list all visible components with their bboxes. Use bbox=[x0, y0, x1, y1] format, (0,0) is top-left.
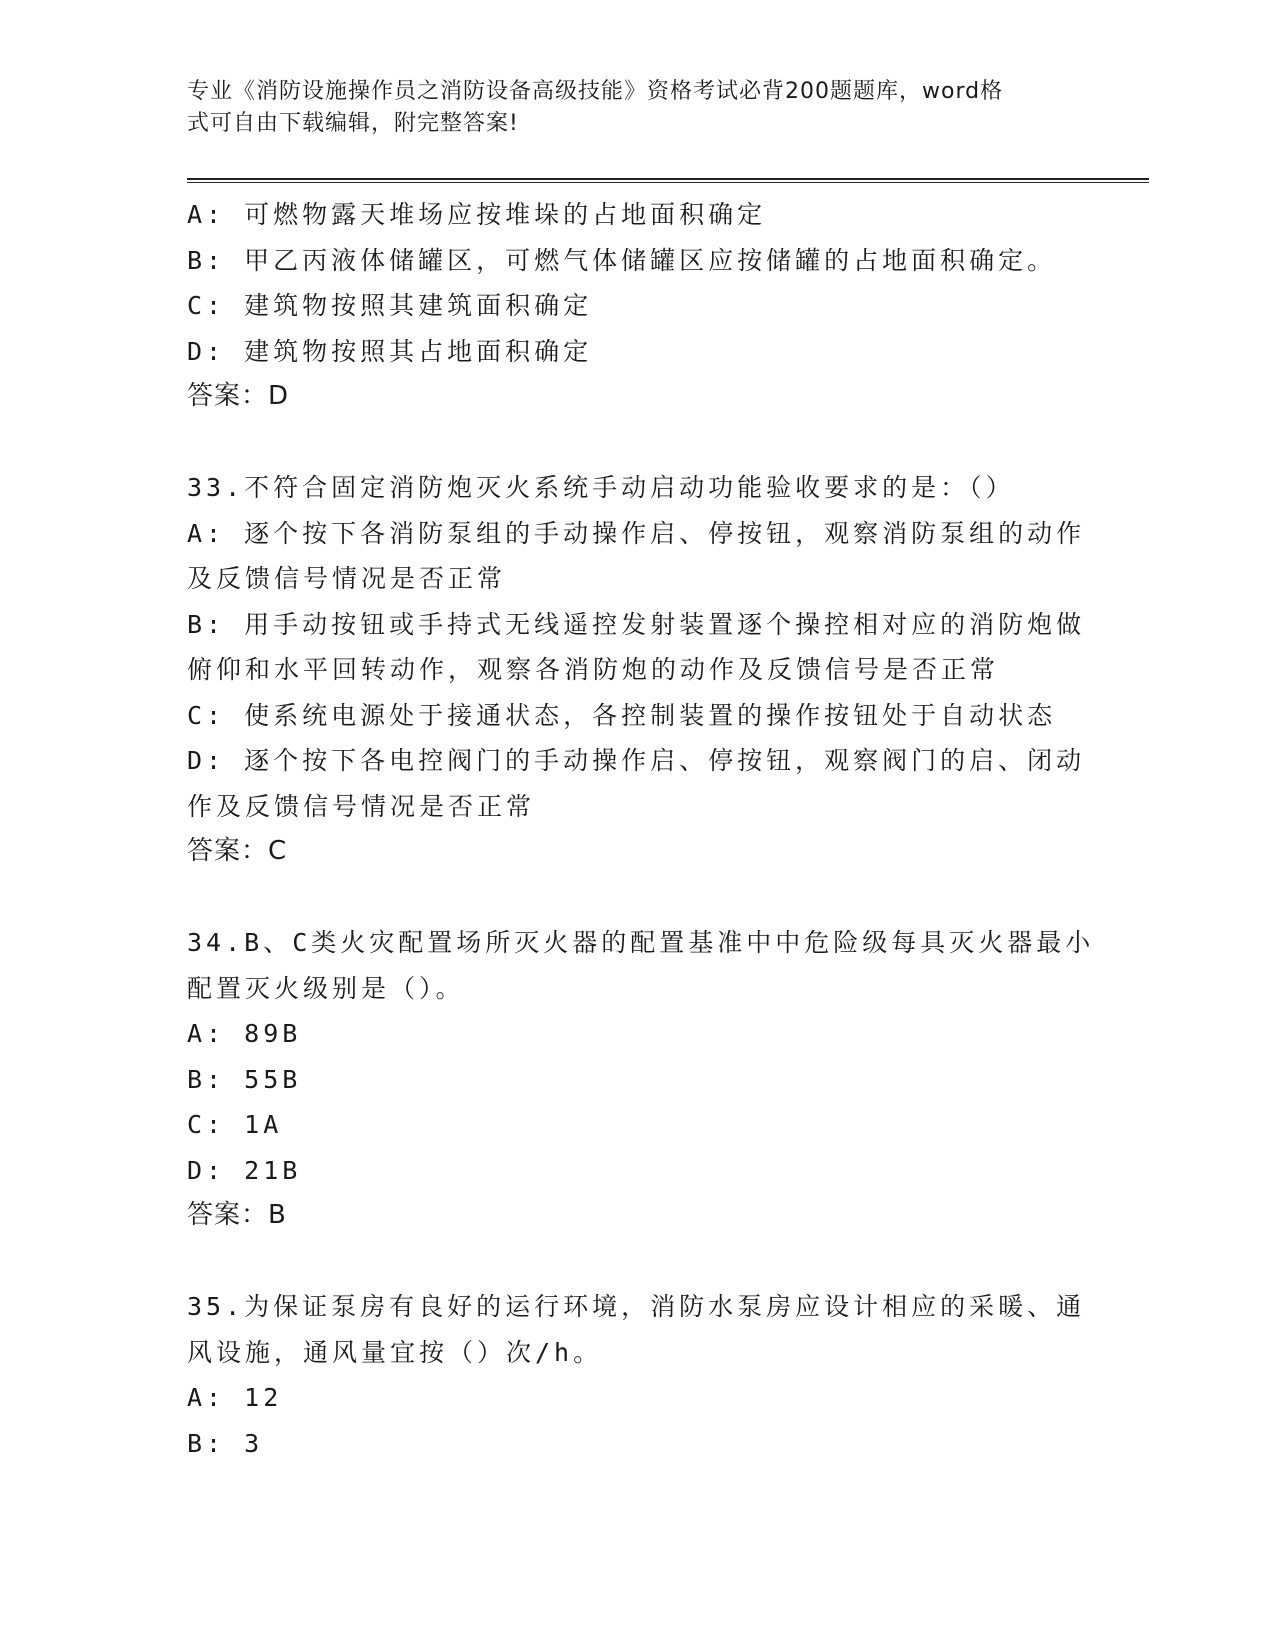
option-b: B: 甲乙丙液体储罐区，可燃气体储罐区应按储罐的占地面积确定。 bbox=[187, 245, 1057, 275]
option-d: D: 21B bbox=[187, 1155, 302, 1185]
spacer bbox=[187, 875, 1087, 921]
option-c: C: 建筑物按照其建筑面积确定 bbox=[187, 291, 593, 320]
question-32-block bbox=[187, 192, 1087, 420]
question-35-text: 35.为保证泵房有良好的运行环境，消防水泵房应设计相应的采暖、通 bbox=[187, 1292, 1086, 1321]
option-d: D: 逐个按下各电控阀门的手动操作启、停按钮，观察阀门的启、闭动 bbox=[187, 746, 1086, 775]
question-34-block bbox=[187, 920, 1095, 1239]
question-content bbox=[187, 192, 1095, 1466]
option-d: D: 建筑物按照其占地面积确定 bbox=[187, 336, 593, 366]
answer-34: 答案：B bbox=[187, 1200, 287, 1230]
option-b: B: 3 bbox=[187, 1428, 264, 1458]
question-35-text-cont: 风设施，通风量宜按（）次/h。 bbox=[187, 1337, 603, 1367]
header-divider bbox=[187, 178, 1149, 183]
option-b: B: 55B bbox=[187, 1064, 302, 1094]
option-a-cont: 及反馈信号情况是否正常 bbox=[187, 564, 507, 593]
answer-33: 答案：C bbox=[187, 836, 288, 866]
header-title-line-2: 式可自由下载编辑，附完整答案! bbox=[187, 111, 519, 136]
option-a: A: 逐个按下各消防泵组的手动操作启、停按钮，观察消防泵组的动作 bbox=[187, 518, 1086, 548]
option-c: C: 使系统电源处于接通状态，各控制装置的操作按钮处于自动状态 bbox=[187, 700, 1057, 730]
header-title-line-1: 专业《消防设施操作员之消防设备高级技能》资格考试必背200题题库，word格 bbox=[187, 79, 1004, 104]
option-b-cont: 俯仰和水平回转动作，观察各消防炮的动作及反馈信号是否正常 bbox=[187, 655, 1000, 684]
option-a: A: 可燃物露天堆场应按堆垛的占地面积确定 bbox=[187, 200, 767, 229]
question-34-text: 34.B、C类火灾配置场所灭火器的配置基准中中危险级每具灭火器最小 bbox=[187, 928, 1095, 957]
document-header bbox=[187, 76, 1067, 140]
answer-32: 答案：D bbox=[187, 381, 290, 411]
question-33-block bbox=[187, 465, 1087, 875]
option-c: C: 1A bbox=[187, 1110, 283, 1139]
spacer bbox=[187, 1239, 1087, 1285]
question-35-block bbox=[187, 1284, 1087, 1466]
question-33-text: 33.不符合固定消防炮灭火系统手动启动功能验收要求的是：（） bbox=[187, 473, 1015, 502]
option-d-cont: 作及反馈信号情况是否正常 bbox=[187, 791, 536, 821]
spacer bbox=[187, 420, 1087, 466]
option-a: A: 89B bbox=[187, 1019, 302, 1048]
question-34-text-cont: 配置灭火级别是（）。 bbox=[187, 973, 465, 1003]
option-b: B: 用手动按钮或手持式无线遥控发射装置逐个操控相对应的消防炮做 bbox=[187, 609, 1086, 639]
option-a: A: 12 bbox=[187, 1383, 283, 1412]
